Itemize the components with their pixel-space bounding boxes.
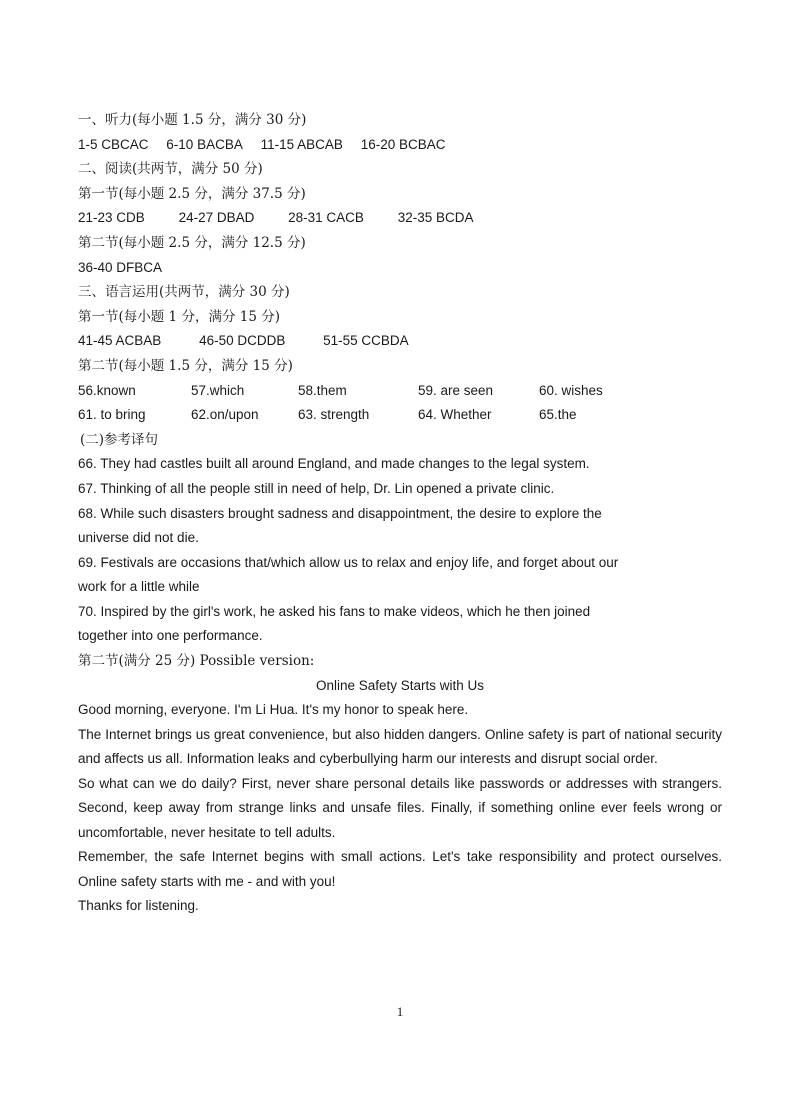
- section2-part1-answers: [78, 206, 722, 231]
- answer-group: 21-23 CDB: [78, 210, 145, 226]
- translation-line: together into one performance.: [78, 628, 263, 644]
- essay-paragraph: So what can we do daily? First, never share personal details like passwords or addresses with strangers. Second, keep away from strange links and unsafe files. Finally, if something online ever feels wrong or uncomfortable, never hesitate to tell adults.: [78, 775, 722, 840]
- section1-answers: [78, 133, 722, 158]
- essay-paragraph: The Internet brings us great convenience, but also hidden dangers. Online safety is part of national security and affects us all. Information leaks and cyberbullying harm our interests and disrupt social order.: [78, 726, 722, 767]
- essay-paragraph: Good morning, everyone. I'm Li Hua. It's my honor to speak here.: [78, 702, 469, 718]
- answer-group: 1-5 CBCAC: [78, 136, 149, 152]
- section3-part1-heading: 第一节(每小题 1 分，满分 15 分): [78, 308, 280, 325]
- section2-part2-heading: 第二节(每小题 2.5 分，满分 12.5 分): [78, 234, 306, 251]
- answer-group: 16-20 BCBAC: [360, 136, 446, 152]
- fill-answer: 63. strength: [298, 407, 370, 423]
- section1-heading: 一、听力(每小题 1.5 分，满分 30 分): [78, 112, 307, 128]
- fill-answer: 56.known: [78, 382, 136, 398]
- translation-line: 69. Festivals are occasions that/which allow us to relax and enjoy life, and forget about our: [78, 554, 619, 570]
- translation-line: universe did not die.: [78, 530, 199, 546]
- fill-answer: 62.on/upon: [191, 407, 259, 423]
- fill-row-1: [78, 379, 722, 404]
- answer-group: 24-27 DBAD: [178, 210, 255, 226]
- fill-answer: 58.them: [298, 382, 347, 398]
- fill-answer: 60. wishes: [539, 382, 603, 398]
- fill-answer: 61. to bring: [78, 407, 146, 423]
- translation-line: work for a little while: [78, 579, 200, 595]
- translation-line: 70. Inspired by the girl's work, he asked his fans to make videos, which he then joined: [78, 603, 591, 619]
- answer-group: 51-55 CCBDA: [323, 333, 409, 349]
- translation-heading: (二)参考译句: [80, 431, 159, 448]
- fill-answer: 64. Whether: [418, 407, 492, 423]
- essay-title: Online Safety Starts with Us: [315, 677, 485, 693]
- answer-group: 41-45 ACBAB: [78, 333, 162, 349]
- section3-part2-heading: 第二节(每小题 1.5 分，满分 15 分): [78, 357, 293, 374]
- section2-part2-answers: [78, 256, 722, 281]
- section3-heading: 三、语言运用(共两节，满分 30 分): [78, 284, 290, 301]
- answer-group: 32-35 BCDA: [397, 210, 474, 226]
- translation-line: 67. Thinking of all the people still in need of help, Dr. Lin opened a private clinic.: [78, 480, 555, 496]
- essay-paragraph: Thanks for listening.: [78, 898, 199, 914]
- essay-paragraph: Remember, the safe Internet begins with small actions. Let's take responsibility and protect ourselves. Online safety starts with me - and with you!: [78, 849, 722, 889]
- fill-answer: 57.which: [191, 382, 245, 398]
- answer-group: 11-15 ABCAB: [260, 136, 343, 152]
- answer-group: 28-31 CACB: [288, 210, 364, 226]
- answer-group: 6-10 BACBA: [166, 136, 243, 152]
- fill-answer: 65.the: [539, 407, 577, 423]
- fill-row-2: [78, 403, 722, 428]
- answer-group: 36-40 DFBCA: [78, 259, 163, 275]
- answer-key-document: [78, 108, 722, 919]
- translation-line: 68. While such disasters brought sadness and disappointment, the desire to explore the: [78, 505, 602, 521]
- writing-heading: 第二节(满分 25 分) Possible version:: [78, 653, 315, 670]
- section3-part1-answers: [78, 329, 722, 354]
- page-number: 1: [396, 1004, 404, 1019]
- section2-part1-heading: 第一节(每小题 2.5 分，满分 37.5 分): [78, 185, 306, 202]
- answer-group: 46-50 DCDDB: [199, 333, 286, 349]
- fill-answer: 59. are seen: [418, 382, 494, 398]
- translation-line: 66. They had castles built all around England, and made changes to the legal system.: [78, 456, 590, 472]
- section2-heading: 二、阅读(共两节，满分 50 分): [78, 161, 263, 178]
